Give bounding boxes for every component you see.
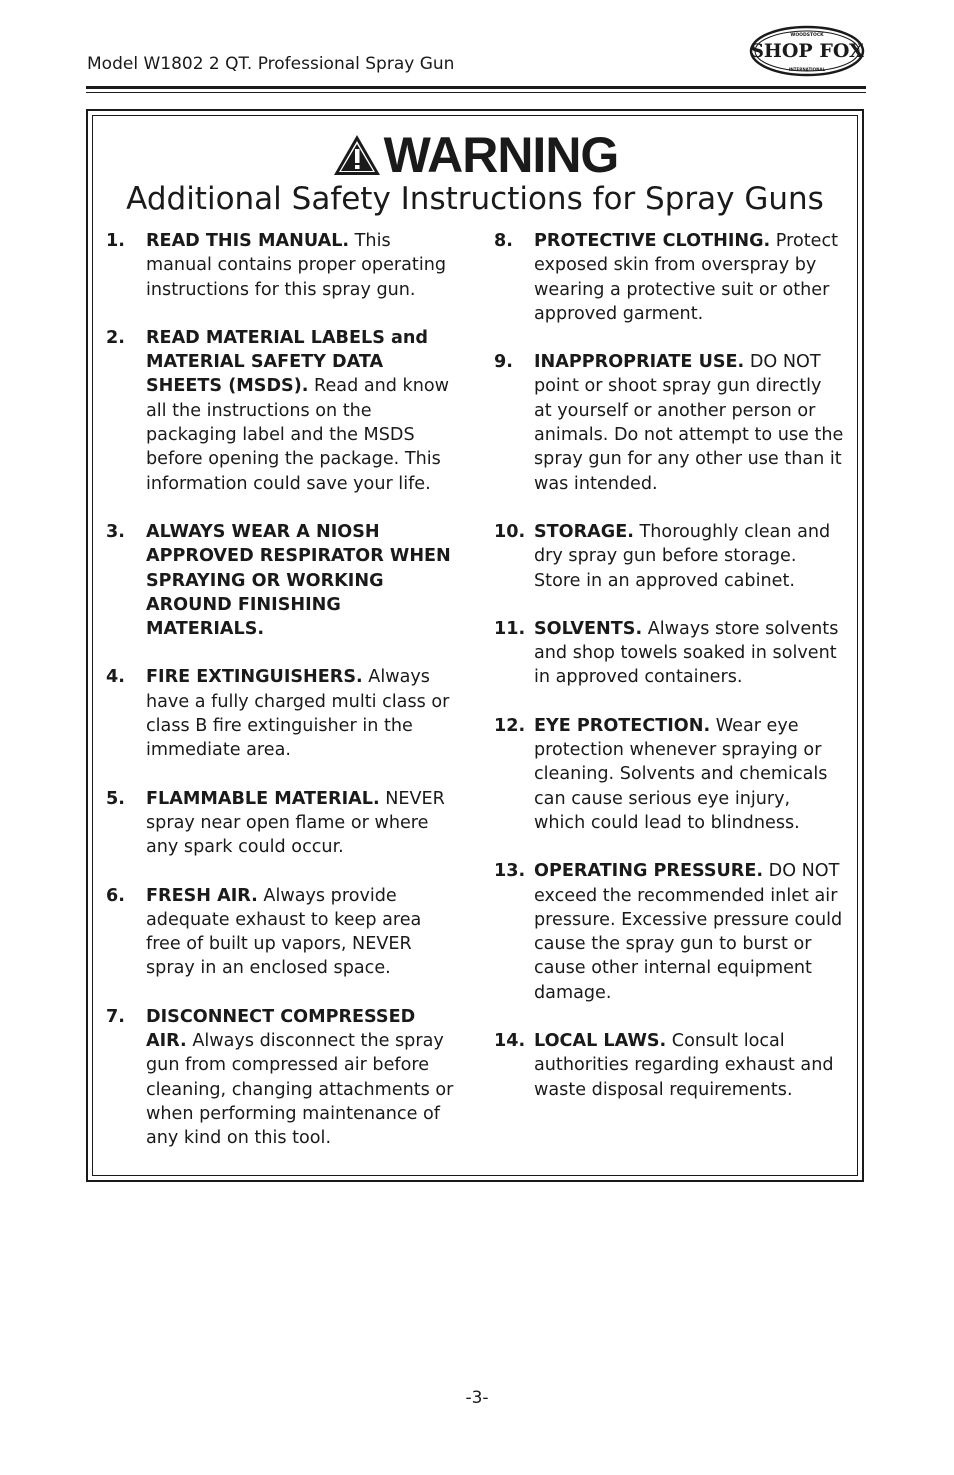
item-text: This manual contains proper operating instructions for this spray gun. [146,231,447,300]
item-number: 1. [106,231,125,251]
item-number: 10. [494,521,526,542]
item-lead: ALWAYS WEAR A NIOSH APPROVED RESPIRATOR WHEN SPRAYING OR WORKING AROUND FINISHING MATERIALS. [146,521,451,640]
item-text: Always store solvents and shop towels soaked in solvent in approved containers. [534,618,839,688]
item-lead: FLAMMABLE MATERIAL. [146,788,380,809]
item-text: Thoroughly clean and dry spray gun before storage. Store in an approved cabinet. [534,521,831,591]
item-number: 11. [494,618,526,639]
warning-heading [88,125,862,185]
item-text: Protect exposed skin from overspray by wearing a protective suit or other approved garment. [534,231,839,324]
warning-triangle-icon [332,133,382,177]
list-item [106,884,461,981]
item-text: DO NOT point or shoot spray gun directly at yourself or another person or animals. Do not attempt to use the spray gun for any other use than it was intended. [534,352,844,494]
list-item [494,520,844,593]
svg-text:SHOP FOX: SHOP FOX [750,40,864,62]
instructions-column-left [106,229,461,1175]
item-lead: EYE PROTECTION. [534,715,711,736]
svg-text:WOODSTOCK: WOODSTOCK [790,33,824,38]
list-item [106,229,461,302]
item-lead: INAPPROPRIATE USE. [534,352,745,373]
item-text: NEVER spray near open flame or where any spark could occur. [146,788,445,858]
shop-fox-logo [748,24,866,78]
warning-box [86,109,864,1182]
item-lead: PROTECTIVE CLOTHING. [534,231,771,251]
item-lead: LOCAL LAWS. [534,1031,667,1052]
item-text: DO NOT exceed the recommended inlet air pressure. Excessive pressure could cause the spray gun to burst or cause other internal equipment damage. [534,861,843,1003]
header-rule-thin [86,92,866,93]
item-lead: DISCONNECT COMPRESSED AIR. [146,1006,416,1052]
page-subtitle: Additional Safety Instructions for Spray Guns [126,181,824,217]
list-item [106,1005,461,1151]
list-item [494,714,844,835]
list-item [106,787,461,860]
item-number: 2. [106,327,125,348]
list-item [494,1029,844,1102]
item-text: Consult local authorities regarding exhaust and waste disposal requirements. [534,1031,834,1100]
item-lead: STORAGE. [534,521,634,542]
item-number: 7. [106,1006,125,1027]
item-number: 8. [494,231,513,251]
list-item [494,350,844,496]
item-number: 13. [494,861,526,882]
item-text: Always provide adequate exhaust to keep area free of built up vapors, NEVER spray in an enclosed space. [146,885,422,979]
list-item [106,520,461,641]
svg-text:INTERNATIONAL: INTERNATIONAL [788,67,826,72]
item-lead: READ MATERIAL LABELS and MATERIAL SAFETY DATA SHEETS (MSDS). [146,327,428,397]
item-number: 12. [494,715,526,736]
item-lead: OPERATING PRESSURE. [534,861,764,882]
item-number: 14. [494,1031,526,1052]
list-item [106,326,461,496]
warning-label: WARNING [383,127,619,183]
list-item [494,229,844,326]
header-title: Model W1802 2 QT. Professional Spray Gun [87,54,455,74]
item-lead: READ THIS MANUAL. [146,231,350,251]
item-text: Always have a fully charged multi class or class B fire extinguisher in the immediate area. [146,667,450,761]
item-number: 6. [106,885,125,906]
item-lead: FRESH AIR. [146,885,258,906]
item-number: 5. [106,788,125,809]
list-item [106,665,461,762]
instructions-column-right [494,229,844,1126]
item-number: 9. [494,352,513,373]
item-text: Always disconnect the spray gun from compressed air before cleaning, changing attachments or when performing maintenance of any kind on this tool. [146,1031,454,1149]
item-text: Wear eye protection whenever spraying or cleaning. Solvents and chemicals can cause serious eye injury, which could lead to blindness. [534,715,828,833]
list-item [494,617,844,690]
item-number: 4. [106,667,125,688]
item-number: 3. [106,521,125,542]
page-number: -3- [465,1388,489,1408]
item-lead: SOLVENTS. [534,618,643,639]
header-rule-thick [86,86,866,89]
item-text: Read and know all the instructions on the packaging label and the MSDS before opening the package. This information could save your life. [146,376,450,494]
item-lead: FIRE EXTINGUISHERS. [146,667,363,688]
list-item [494,859,844,1005]
